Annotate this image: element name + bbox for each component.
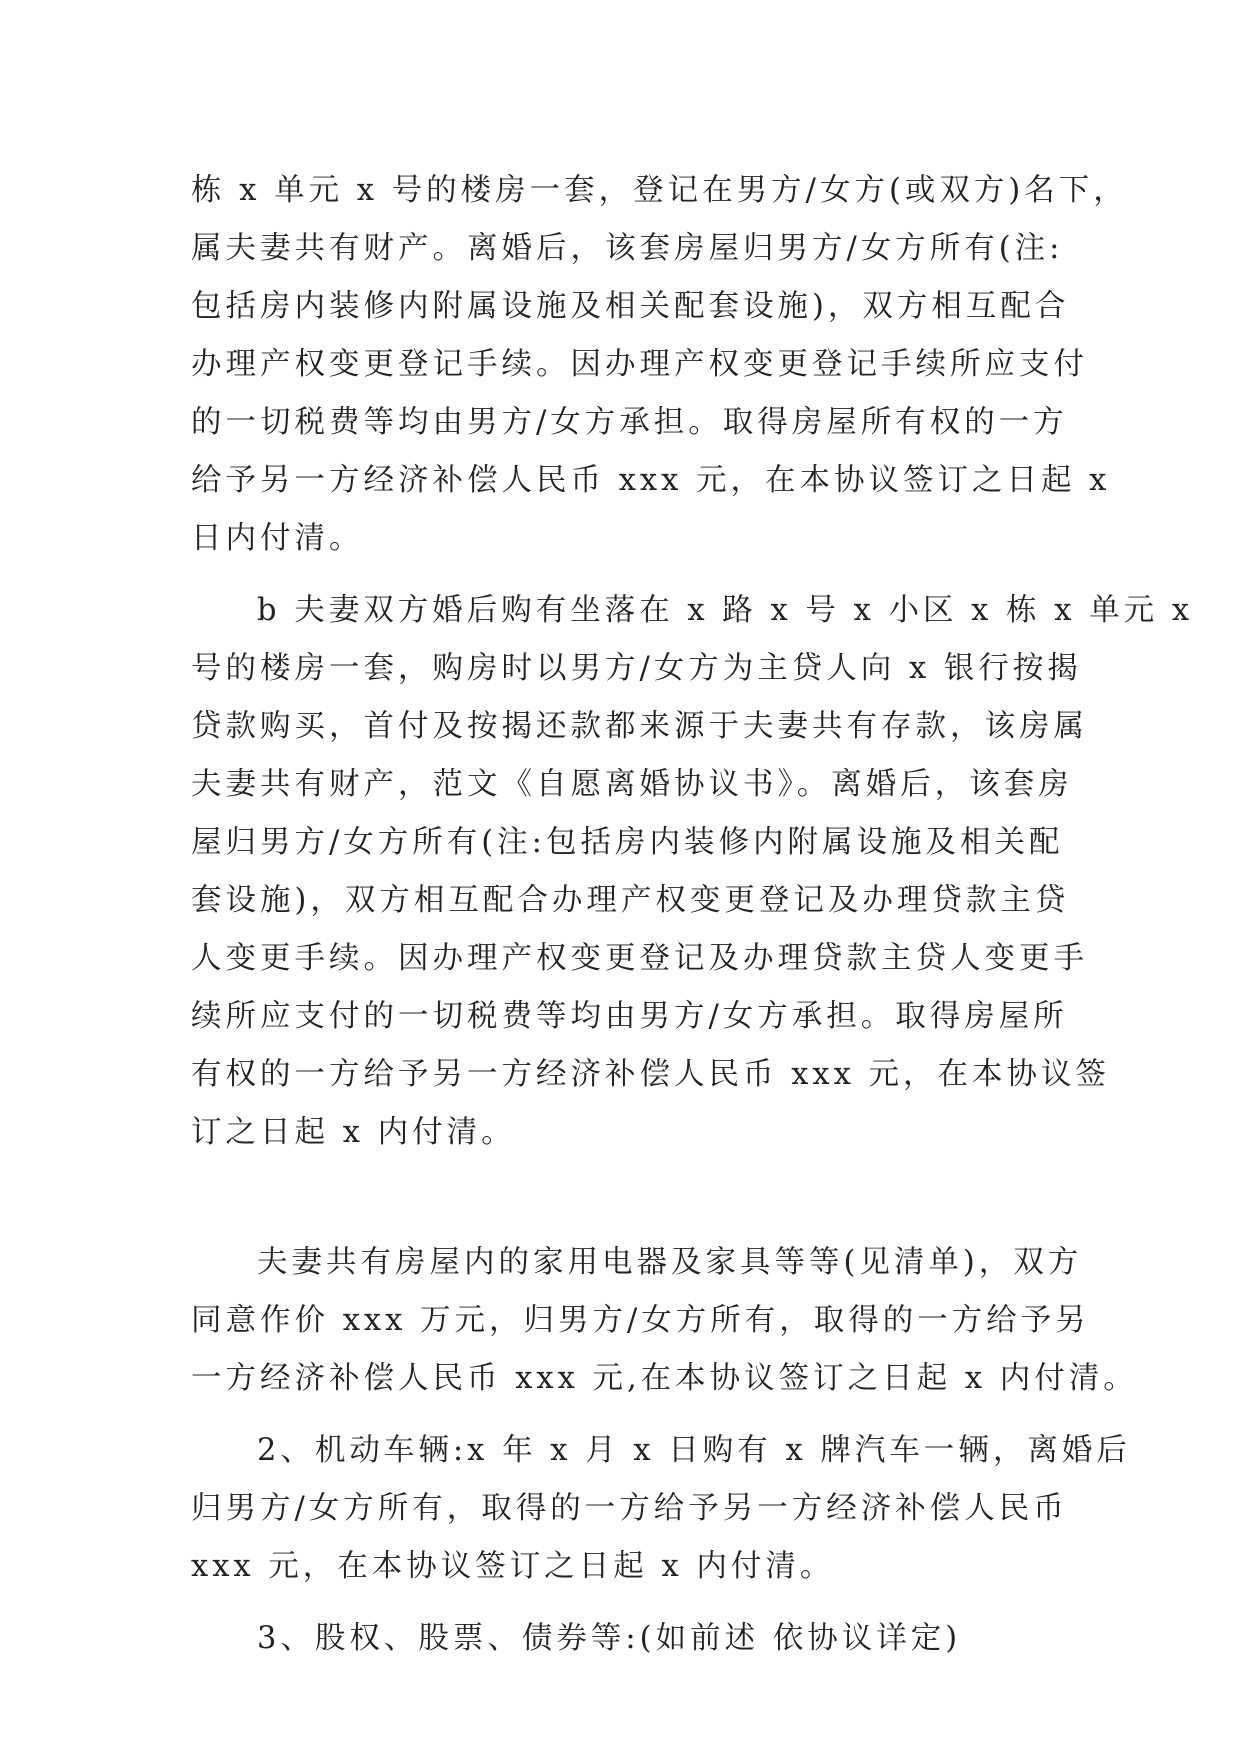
paragraph-spacer — [191, 1596, 1051, 1610]
text-line: 人变更手续。因办理产权变更登记及办理贷款主贷人变更手 — [191, 941, 1088, 976]
text-line: 贷款购买，首付及按揭还款都来源于夫妻共有存款，该房属 — [191, 709, 1088, 744]
text-line: 号的楼房一套，购房时以男方/女方为主贷人向 x 银行按揭 — [191, 651, 1082, 686]
paragraph-spacer — [191, 1408, 1051, 1422]
text-line: 办理产权变更登记手续。因办理产权变更登记手续所应支付 — [191, 347, 1088, 382]
document-body — [191, 162, 1194, 1668]
text-line: 续所应支付的一切税费等均由男方/女方承担。取得房屋所 — [191, 999, 1068, 1034]
text-line: 一方经济补偿人民币 xxx 元,在本协议签订之日起 x 内付清。 — [191, 1361, 1138, 1396]
text-line — [191, 1162, 1051, 1220]
paragraph-house-b — [191, 582, 1194, 1220]
text-line: 日内付清。 — [191, 521, 364, 556]
text-line: 夫妻共有财产，范文《自愿离婚协议书》。离婚后，该套房 — [191, 767, 1073, 802]
paragraph-spacer — [191, 1220, 1051, 1234]
text-line: b 夫妻双方婚后购有坐落在 x 路 x 号 x 小区 x 栋 x 单元 x — [257, 593, 1194, 628]
paragraph-stocks — [191, 1610, 1051, 1668]
text-line: 给予另一方经济补偿人民币 xxx 元，在本协议签订之日起 x — [191, 463, 1111, 498]
text-line: 有权的一方给予另一方经济补偿人民币 xxx 元，在本协议签 — [191, 1057, 1110, 1092]
text-line: 包括房内装修内附属设施及相关配套设施)，双方相互配合 — [191, 289, 1070, 324]
paragraph-appliances — [191, 1234, 1138, 1408]
text-line: 栋 x 单元 x 号的楼房一套，登记在男方/女方(或双方)名下， — [191, 173, 1128, 208]
text-line: 同意作价 xxx 万元，归男方/女方所有，取得的一方给予另 — [191, 1303, 1090, 1338]
text-line: 订之日起 x 内付清。 — [191, 1115, 516, 1150]
paragraph-house-a — [191, 162, 1128, 568]
paragraph-spacer — [191, 568, 1051, 582]
paragraph-vehicles — [191, 1422, 1131, 1596]
text-line: 屋归男方/女方所有(注:包括房内装修内附属设施及相关配 — [191, 825, 1064, 860]
text-line: 3、股权、股票、债券等:(如前述 依协议详定) — [257, 1621, 962, 1656]
text-line: 套设施)，双方相互配合办理产权变更登记及办理贷款主贷 — [191, 883, 1070, 918]
text-line: 夫妻共有房屋内的家用电器及家具等等(见清单)，双方 — [257, 1245, 1083, 1280]
text-line: 2、机动车辆:x 年 x 月 x 日购有 x 牌汽车一辆，离婚后 — [257, 1433, 1131, 1468]
text-line: 属夫妻共有财产。离婚后，该套房屋归男方/女方所有(注: — [191, 231, 1064, 266]
text-line: 归男方/女方所有，取得的一方给予另一方经济补偿人民币 — [191, 1491, 1068, 1526]
text-line: 的一切税费等均由男方/女方承担。取得房屋所有权的一方 — [191, 405, 1068, 440]
text-line: xxx 元，在本协议签订之日起 x 内付清。 — [191, 1549, 835, 1584]
